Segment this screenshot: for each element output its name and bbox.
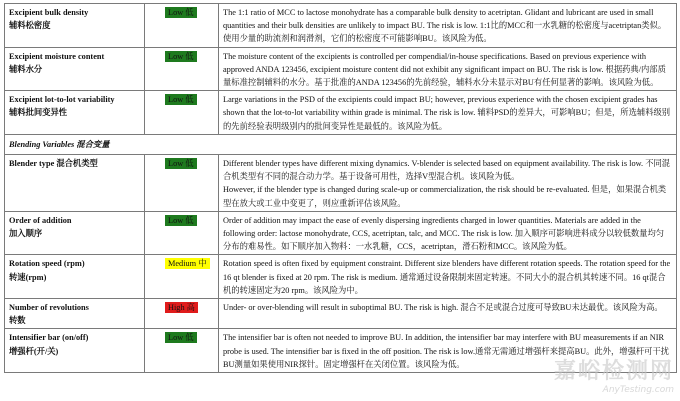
risk-badge: Medium 中 — [165, 258, 210, 269]
justification-text: Large variations in the PSD of the excipients could impact BU; however, previous experience with the chosen excipient grades has shown that the lot-to-lot variability within grade is minimal. The risk is low. 辅料PSD的差异大，可影响BU；但是，所选辅料级别的先前经验表明级别内的批间变异性是最低的。该风险为低。 — [223, 95, 671, 131]
table-row — [5, 299, 677, 329]
parameter-cell — [5, 211, 145, 255]
justification-cell — [219, 91, 677, 135]
parameter-cell — [5, 255, 145, 299]
justification-text: Under- or over-blending will result in suboptimal BU. The risk is high. 混合不足或混合过度可导致BU未达最优。该风险为高。 — [223, 303, 663, 313]
justification-text: Different blender types have different mixing dynamics. V-blender is selected based on equipment availability. The risk is low. 不同混合机类型有不同的混合动力学。基于设备可用性，选择V型混合机。该风险为低。 — [223, 159, 671, 182]
table-row — [5, 91, 677, 135]
risk-badge: Low 低 — [165, 158, 197, 169]
table-row — [5, 329, 677, 373]
parameter-name-en: Rotation speed (rpm) — [9, 259, 85, 269]
section-heading: Blending Variables 混合变量 — [5, 134, 677, 154]
justification-text: The moisture content of the excipients is controlled per compendial/in-house specifications. Based on previous experience with approved ANDA 123456, excipient moisture content did not exhibit any significant impact on BU. The risk is low. 根据药典/内部质量标准控制辅料的水分。基于批准的ANDA 123456的先前经验，辅料水分未显示对BU有任何显著的影响。该风险为低。 — [223, 51, 666, 88]
parameter-name-en: Intensifier bar (on/off) — [9, 333, 89, 343]
parameter-name-en: Excipient lot-to-lot variability — [9, 95, 115, 105]
parameter-cell — [5, 299, 145, 329]
parameter-name-en: Order of addition — [9, 215, 72, 225]
table-row — [5, 255, 677, 299]
risk-cell — [145, 329, 219, 373]
parameter-name-cn: 转数 — [9, 316, 26, 326]
justification-cell — [219, 155, 677, 212]
risk-cell — [145, 299, 219, 329]
parameter-name-en: Number of revolutions — [9, 303, 89, 313]
risk-badge: High 高 — [165, 302, 198, 313]
risk-cell — [145, 211, 219, 255]
risk-badge: Low 低 — [165, 7, 197, 18]
parameter-name-en: Excipient bulk density — [9, 8, 89, 17]
risk-cell — [145, 155, 219, 212]
justification-cell — [219, 329, 677, 373]
justification-cell — [219, 299, 677, 329]
risk-badge: Low 低 — [165, 51, 197, 62]
justification-text: The 1:1 ratio of MCC to lactose monohydrate has a comparable bulk density to acetriptan. Glidant and lubricant are used in small quantities and their bulk densities are unlikely to impact BU. The risk is low. 1:1比的MCC和一水乳糖的松密度与acetriptan类似。使用少量的助流剂和润滑剂，它们的松密度不可能影响BU。该风险为低。 — [223, 8, 667, 44]
table-row — [5, 4, 677, 48]
risk-badge: Low 低 — [165, 215, 197, 226]
risk-badge: Low 低 — [165, 332, 197, 343]
risk-cell — [145, 255, 219, 299]
parameter-name-cn: 加入顺序 — [9, 229, 43, 239]
parameter-cell — [5, 91, 145, 135]
parameter-name-en: Blender type — [9, 159, 55, 169]
risk-cell — [145, 47, 219, 91]
justification-cell — [219, 47, 677, 91]
table-row — [5, 211, 677, 255]
risk-badge: Low 低 — [165, 94, 197, 105]
parameter-name-en: Excipient moisture content — [9, 51, 105, 61]
table-row — [5, 47, 677, 91]
watermark-sub: AnyTesting.com — [602, 385, 674, 395]
risk-assessment-table — [4, 3, 677, 373]
table-row — [5, 155, 677, 212]
parameter-name-cn: 转速(rpm) — [9, 272, 47, 282]
risk-cell — [145, 91, 219, 135]
justification-cell — [219, 4, 677, 48]
parameter-name-cn: 辅料松密度 — [9, 21, 51, 31]
justification-text: Rotation speed is often fixed by equipment constraint. Different size blenders have different rotation speeds. The rotation speed for the 16 qt blender is fixed at 20 rpm. The risk is medium. 通常通过设备限制来固定转速。不同大小的混合机其转速不同。16 qt混合机的转速固定为20 rpm。该风险为中。 — [223, 259, 671, 295]
parameter-cell — [5, 155, 145, 212]
section-row — [5, 134, 677, 154]
parameter-name-cn: 辅料水分 — [9, 64, 43, 74]
parameter-cell — [5, 47, 145, 91]
justification-text: However, if the blender type is changed during scale-up or commercialization, the risk should be re-evaluated. 但是，如果混合机类型在放大或工业中变更了，则应重新评估该风险。 — [223, 185, 667, 208]
justification-cell — [219, 211, 677, 255]
justification-cell — [219, 255, 677, 299]
parameter-cell — [5, 4, 145, 48]
justification-text: The intensifier bar is often not needed to improve BU. In addition, the intensifier bar may interfere with BU measurements if an NIR probe is used. The intensifier bar is fixed in the off position. The risk is low.通常无需通过增强杆来提高BU。此外，增强杆可干扰BU测量如果使用NIR探针。固定增强杆在关闭位置。该风险为低。 — [223, 333, 670, 369]
parameter-name-cn: 增强杆(开/关) — [9, 346, 59, 356]
parameter-name-cn: 混合机类型 — [56, 159, 98, 169]
justification-text: Order of addition may impact the ease of evenly dispersing ingredients charged in lower quantities. Materials are added in the following order: lactose monohydrate, CCS, acetriptan, talc, and MCC. The risk is low. 加入顺序可影响进料成分以较低数量均匀分布的难易性。如下顺序加入物料：一水乳糖，CCS，acetriptan，滑石粉和MCC。该风险为低。 — [223, 215, 665, 252]
risk-cell — [145, 4, 219, 48]
parameter-cell — [5, 329, 145, 373]
parameter-name-cn: 辅料批间变异性 — [9, 108, 68, 118]
watermark-main: 嘉峪检测网 — [553, 359, 674, 384]
